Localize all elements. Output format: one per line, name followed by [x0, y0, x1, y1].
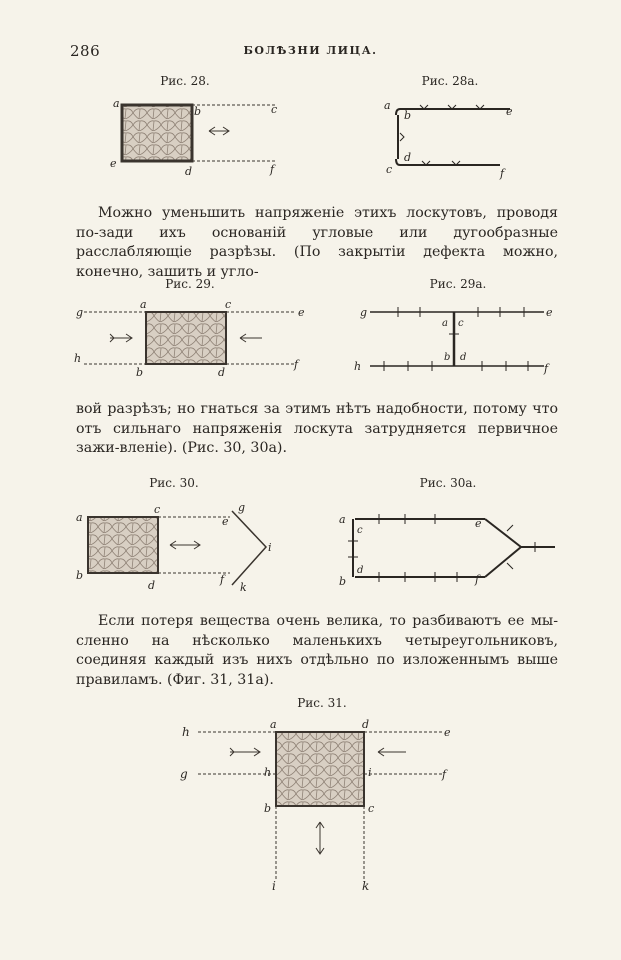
label-d: d	[148, 579, 156, 592]
label-g: g	[76, 306, 84, 319]
label-g: g	[360, 306, 368, 319]
label-c: c	[154, 503, 161, 516]
figure-30a-caption: Рис. 30а.	[419, 476, 477, 490]
label-e: e	[546, 306, 553, 319]
label-b: b	[76, 569, 84, 582]
label-g: g	[180, 767, 188, 781]
figure-28	[105, 95, 305, 180]
label-f: f	[270, 163, 275, 176]
label-c: c	[225, 298, 232, 311]
label-a: a	[140, 298, 147, 311]
label-b: b	[404, 109, 412, 122]
label-h: h	[74, 352, 82, 365]
label-a: a	[270, 718, 277, 731]
running-title: БОЛѢЗНИ ЛИЦА.	[243, 44, 378, 57]
figure-31	[170, 716, 460, 896]
label-d: d	[460, 352, 467, 363]
label-d: d	[357, 565, 364, 576]
label-c: c	[357, 525, 363, 536]
label-i: i	[368, 766, 372, 779]
label-f: f	[220, 573, 225, 586]
label-e: e	[298, 306, 305, 319]
figure-30a	[335, 497, 565, 597]
figure-29	[70, 298, 310, 380]
label-d: d	[362, 718, 370, 731]
label-c: c	[271, 103, 278, 116]
figure-28-caption: Рис. 28.	[160, 74, 210, 88]
label-f: f	[544, 362, 549, 375]
label-g: g	[238, 501, 246, 514]
label-b: b	[444, 352, 451, 363]
figure-29a	[350, 298, 565, 380]
label-e: e	[475, 517, 482, 530]
label-b: b	[339, 575, 347, 588]
label-b: b	[194, 105, 202, 118]
label-d: d	[218, 366, 226, 379]
label-d: d	[185, 165, 193, 178]
label-f: f	[442, 768, 447, 781]
label-a: a	[384, 99, 391, 112]
label-f: f	[500, 167, 505, 180]
label-b: b	[264, 802, 272, 815]
paragraph-3: Если потеря вещества очень велика, то разбиваютъ ее мы-сленно на нѣсколько маленькихъ четыреугольниковъ, соединяя каждый изъ нихъ отдѣльно по изложеннымъ выше правиламъ. (Фиг. 31, 31а).	[76, 613, 558, 688]
figure-30	[70, 497, 285, 597]
figure-28a-caption: Рис. 28а.	[421, 74, 479, 88]
figure-31-caption: Рис. 31.	[297, 696, 347, 710]
label-a: a	[113, 97, 120, 110]
label-a: a	[442, 318, 448, 329]
label-f: f	[294, 358, 299, 371]
label-c: c	[458, 318, 464, 329]
paragraph-1: Можно уменьшить напряженіе этихъ лоскутовъ, проводя по-зади ихъ основаній угловые или дугообразные расслабляющіе разрѣзы. (По закрытіи дефекта можно, конечно, зашить и угло-	[76, 205, 558, 280]
paragraph-2: вой разрѣзъ; но гнаться за этимъ нѣтъ надобности, потому что отъ сильнаго напряженія лоскута затрудняется первичное зажи-вленіе). (Рис. 30, 30а).	[76, 401, 558, 457]
label-e: e	[444, 726, 451, 739]
label-e: e	[506, 105, 513, 118]
label-e: e	[222, 515, 229, 528]
label-a: a	[339, 513, 346, 526]
label-a: a	[76, 511, 83, 524]
figure-30-caption: Рис. 30.	[149, 476, 199, 490]
label-c: c	[386, 163, 393, 176]
label-k: k	[362, 879, 370, 893]
label-h-top: h	[182, 725, 190, 739]
label-f: f	[475, 573, 480, 586]
label-b: b	[136, 366, 144, 379]
figure-29a-caption: Рис. 29а.	[429, 277, 487, 291]
label-h: h	[354, 360, 362, 373]
label-h: h	[264, 766, 272, 779]
label-k: k	[240, 581, 247, 594]
label-c: c	[368, 802, 375, 815]
label-i: i	[268, 541, 272, 554]
page-number: 286	[70, 42, 101, 60]
figure-29-caption: Рис. 29.	[165, 277, 215, 291]
label-i-bottom: i	[272, 879, 276, 893]
label-e: e	[110, 157, 117, 170]
label-d: d	[404, 151, 412, 164]
figure-28a	[378, 95, 528, 180]
